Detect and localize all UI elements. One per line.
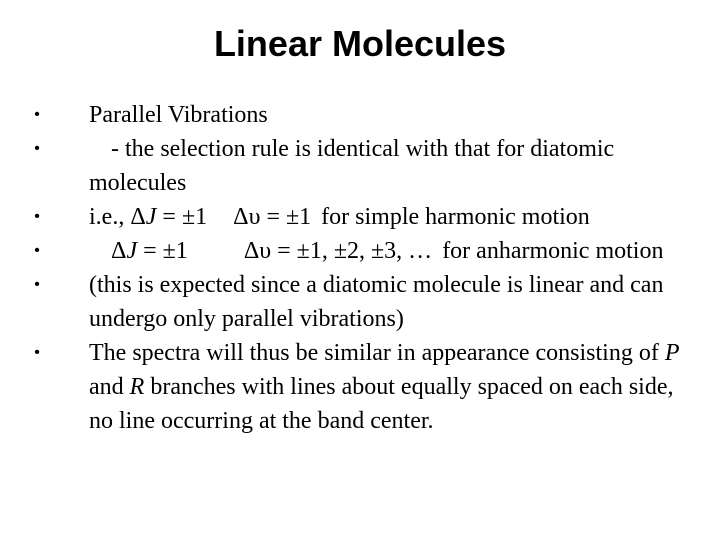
bullet-dot-icon: • [34,344,40,361]
harmonic-suffix: for simple harmonic motion [321,204,590,230]
bullet-item-parallel-vibrations [0,98,689,132]
r-branch-symbol: R [129,374,145,400]
bullet-text: Parallel Vibrations [89,102,268,128]
bullet-item-anharmonic-rule [0,234,689,268]
spectra-text-2: and [89,374,130,400]
harmonic-prefix: i.e., Δ [89,204,146,230]
bullet-dot-icon: • [34,276,40,293]
bullet-dot-icon: • [34,140,40,157]
bullet-dot-icon: • [34,242,40,259]
bullet-list [0,98,720,438]
j-rule: = ±1 [137,238,188,264]
bullet-dot-icon: • [34,208,40,225]
bullet-item-spectra [0,336,689,438]
bullet-text: (this is expected since a diatomic molecule is linear and can undergo only parallel vibrations) [89,272,664,332]
delta-symbol: Δ [111,238,127,264]
bullet-item-linear-note [0,268,689,336]
bullet-item-harmonic-rule [0,200,689,234]
spectra-text-3: branches with lines about equally spaced on each side, no line occurring at the band center. [89,374,674,434]
v-rule: Δυ = ±1 [233,204,312,230]
p-branch-symbol: P [664,340,680,366]
j-symbol: J [145,204,157,230]
spectra-text-1: The spectra will thus be similar in appearance consisting of [89,340,665,366]
slide-title: Linear Molecules [213,23,507,64]
v-rule: Δυ = ±1, ±2, ±3, … [243,238,433,264]
anharmonic-suffix: for anharmonic motion [442,238,664,264]
bullet-dot-icon: • [34,106,40,123]
j-symbol: J [126,238,138,264]
bullet-item-selection-rule [0,132,689,200]
j-rule: = ±1 [156,204,208,230]
bullet-text: - the selection rule is identical with that for diatomic molecules [89,136,615,196]
